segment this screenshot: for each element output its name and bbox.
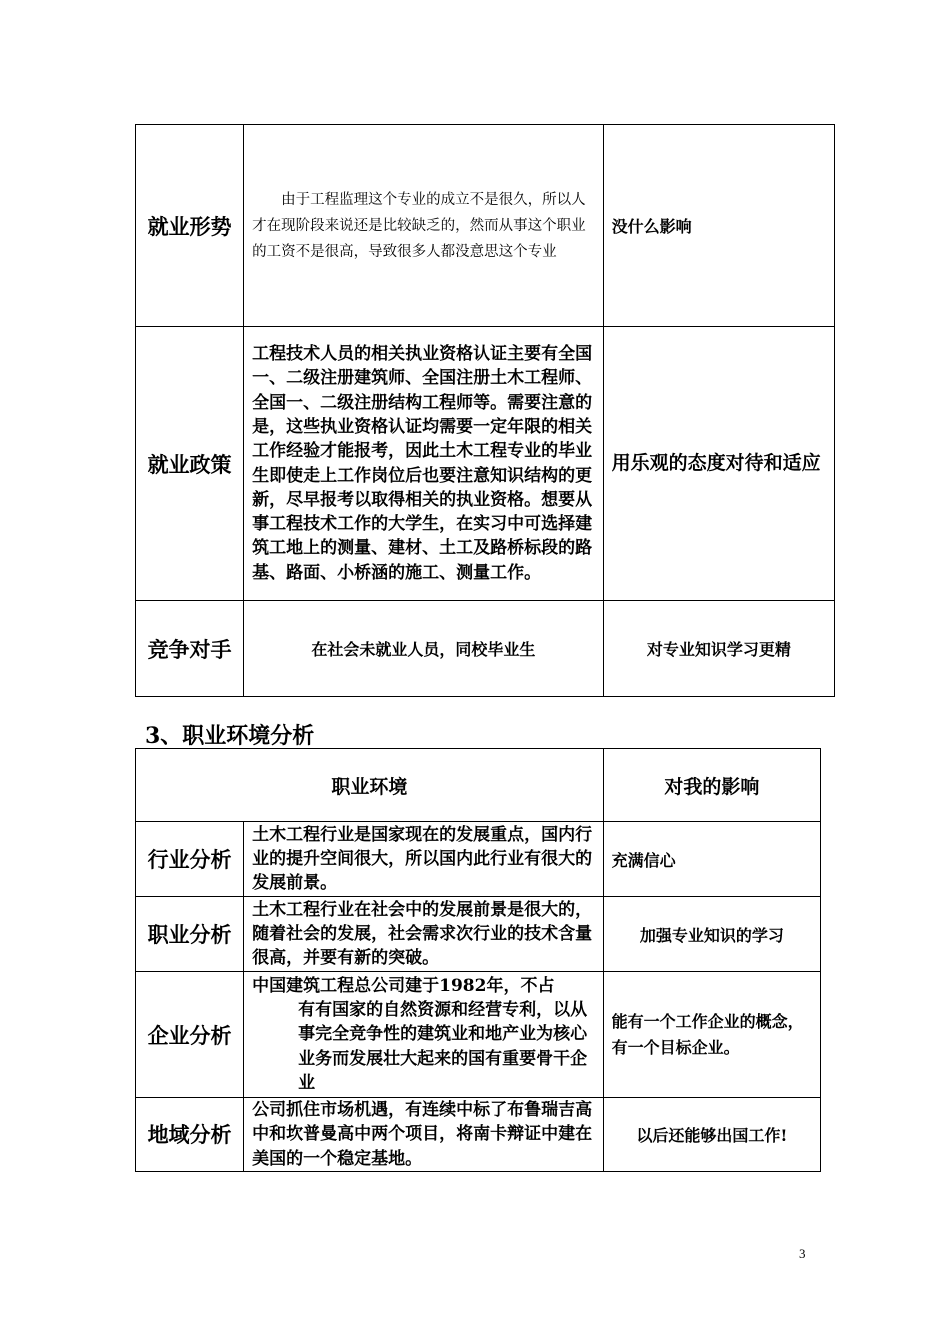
enterprise-analysis-line-rest: 有有国家的自然资源和经营专利，以从事完全竞争性的建筑业和地产业为核心业务而发展壮大起来的国有重要骨干企业 — [298, 1000, 588, 1093]
table-row — [136, 822, 821, 897]
header-impact-on-me: 对我的影响 — [603, 749, 820, 822]
competitors-content: 在社会未就业人员，同校毕业生 — [244, 601, 604, 697]
employment-situation-content — [244, 125, 604, 327]
table-row — [136, 327, 835, 601]
row-label-industry-analysis: 行业分析 — [136, 822, 244, 897]
page-number: 3 — [799, 1246, 806, 1261]
table-row — [136, 601, 835, 697]
regional-analysis-impact: 以后还能够出国工作! — [603, 1098, 820, 1172]
table-row — [136, 1098, 821, 1172]
table-row — [136, 897, 821, 972]
enterprise-analysis-content — [244, 972, 604, 1098]
employment-situation-impact: 没什么影响 — [603, 125, 834, 327]
enterprise-analysis-impact: 能有一个工作企业的概念，有一个目标企业。 — [603, 972, 820, 1098]
section-heading: 3、职业环境分析 — [145, 723, 315, 749]
employment-policy-impact: 用乐观的态度对待和适应 — [603, 327, 834, 601]
row-label-employment-policy: 就业政策 — [136, 327, 244, 601]
row-label-competitors: 竞争对手 — [136, 601, 244, 697]
industry-analysis-content: 土木工程行业是国家现在的发展重点，国内行业的提升空间很大，所以国内此行业有很大的发展前景。 — [244, 822, 604, 897]
regional-analysis-content: 公司抓住市场机遇，有连续中标了布鲁瑞吉高中和坎普曼高中两个项目，将南卡辩证中建在美国的一个稳定基地。 — [244, 1098, 604, 1172]
career-environment-table — [135, 748, 821, 1172]
occupation-analysis-content: 土木工程行业在社会中的发展前景是很大的，随着社会的发展，社会需求次行业的技术含量很高，并要有新的突破。 — [244, 897, 604, 972]
row-label-employment-situation: 就业形势 — [136, 125, 244, 327]
table-row — [136, 125, 835, 327]
header-career-environment: 职业环境 — [136, 749, 604, 822]
table-row — [136, 972, 821, 1098]
employment-policy-content: 工程技术人员的相关执业资格认证主要有全国一、二级注册建筑师、全国注册土木工程师、全国一、二级注册结构工程师等。需要注意的是，这些执业资格认证均需要一定年限的相关工作经验才能报考，因此土木工程专业的毕业生即使走上工作岗位后也要注意知识结构的更新，尽早报考以取得相关的执业资格。想要从事工程技术工作的大学生，在实习中可选择建筑工地上的测量、建材、土工及路桥标段的路基、路面、小桥涵的施工、测量工作。 — [244, 327, 604, 601]
employment-situation-text: 由于工程监理这个专业的成立不是很久，所以人才在现阶段来说还是比较缺乏的，然而从事这个职业的工资不是很高，导致很多人都没意思这个专业 — [252, 191, 586, 260]
row-label-occupation-analysis: 职业分析 — [136, 897, 244, 972]
table-header-row — [136, 749, 821, 822]
employment-table — [135, 124, 835, 697]
industry-analysis-impact: 充满信心 — [603, 822, 820, 897]
occupation-analysis-impact: 加强专业知识的学习 — [603, 897, 820, 972]
row-label-enterprise-analysis: 企业分析 — [136, 972, 244, 1098]
enterprise-analysis-line-first: 中国建筑工程总公司建于1982年，不占 — [252, 975, 555, 996]
competitors-impact: 对专业知识学习更精 — [603, 601, 834, 697]
row-label-regional-analysis: 地域分析 — [136, 1098, 244, 1172]
